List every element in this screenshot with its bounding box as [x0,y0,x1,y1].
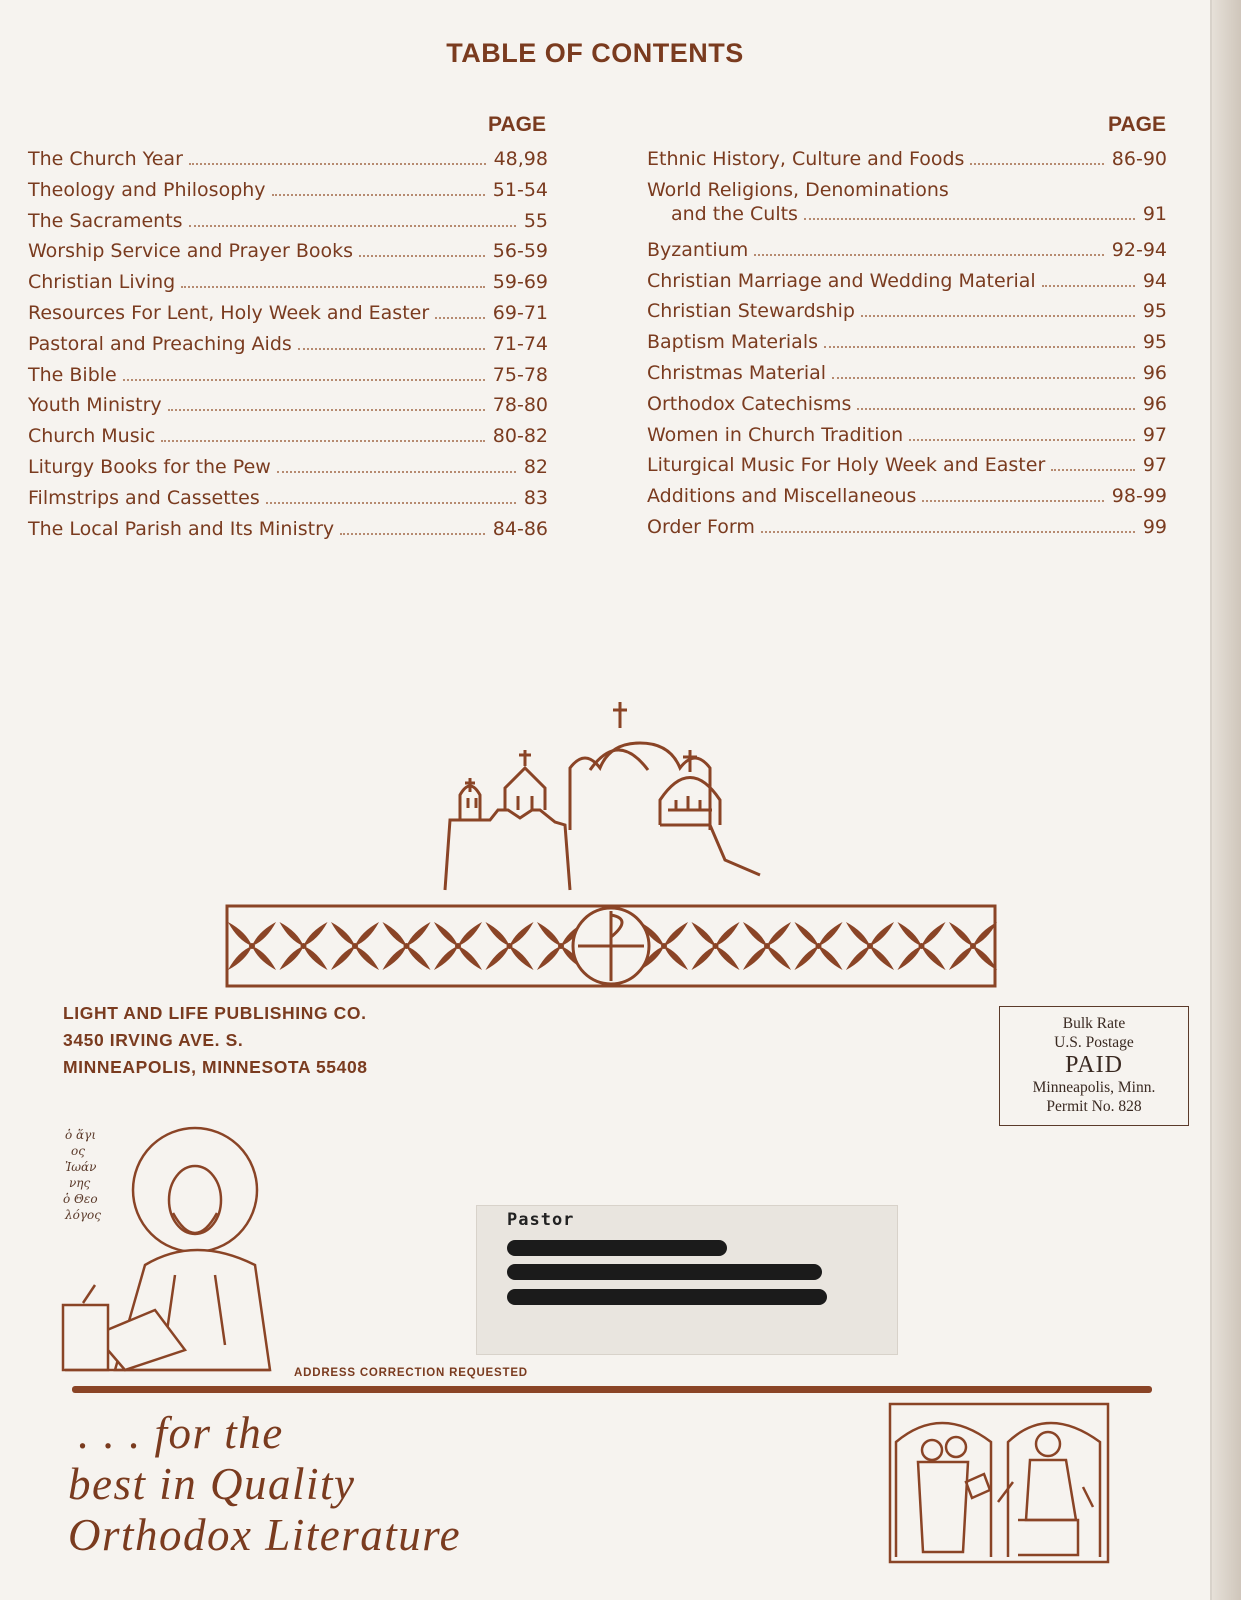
ornament-petal [250,920,278,948]
toc-title: TABLE OF CONTENTS [446,38,744,68]
toc-entry-label: Christian Marriage and Wedding Material [647,269,1036,292]
ornament-center [455,943,461,949]
inscription-line: ὁ Θεο [63,1192,98,1206]
page-column-header-right: PAGE [1108,113,1166,136]
toc-entry-page: 99 [1142,515,1167,538]
toc-entry [28,271,548,302]
ornament-petal [535,920,563,948]
ornament-petal [301,944,329,972]
slogan-line2: best in Quality [68,1459,356,1509]
toc-entry-label: Orthodox Catechisms [647,392,852,415]
ornament-petal [792,944,820,972]
slogan-line3: Orthodox Literature [68,1510,462,1560]
ornament-petal [456,920,484,948]
ornament-petal [329,920,357,948]
toc-entry-page: 75-78 [492,363,548,386]
toc-entry-page: 86-90 [1111,148,1167,170]
ornament-center [558,943,564,949]
ornament-petal [662,944,690,972]
toc-entry-label: Filmstrips and Cassettes [28,486,260,509]
toc-left-column [28,148,548,548]
ornament-center [764,943,770,949]
ornament-petal [792,920,820,948]
toc-entry [647,179,1167,239]
ornament-petal [947,944,975,972]
toc-entry [647,393,1167,424]
ornament-petal [765,944,793,972]
ornament-petal [353,920,381,948]
leader-dots [168,409,485,411]
postage-line5: Permit No. 828 [1046,1098,1142,1115]
toc-entry [28,425,548,456]
leader-dots [970,163,1103,165]
ornament-center [713,943,719,949]
page-column-header-left: PAGE [488,113,546,136]
address-correction-notice: ADDRESS CORRECTION REQUESTED [294,1367,528,1379]
ornament-petal [662,920,690,948]
slogan-line1: . . . for the [78,1408,284,1458]
divider-rule [72,1386,1152,1393]
ornament-petal [432,920,460,948]
ornament-petal [689,944,717,972]
toc-entry [28,518,548,549]
ornament-petal [816,944,844,972]
publisher-address [63,1000,368,1081]
leader-dots [340,533,485,535]
inscription-line: Ἰωάν [65,1160,97,1174]
inscription-line: νης [69,1176,91,1190]
publisher-street: 3450 IRVING AVE. S. [63,1030,244,1050]
leader-dots [189,163,486,165]
leader-dots [298,348,485,350]
toc-entry [647,270,1167,301]
toc-entry [28,487,548,518]
toc-entry-page: 98-99 [1111,485,1167,508]
leader-dots [123,379,485,381]
leader-dots [181,286,485,288]
ornament-center [249,943,255,949]
toc-entry [647,424,1167,455]
toc-entry [28,456,548,487]
redaction-bar [507,1264,822,1280]
inscription-line: λόγος [65,1208,101,1222]
leader-dots [909,439,1135,441]
leader-dots [861,315,1135,317]
toc-entry-page: 92-94 [1111,238,1167,261]
leader-dots [266,502,516,504]
ornament-petal [277,944,305,972]
toc-entry-page: 51-54 [492,178,548,201]
toc-entry [28,148,548,179]
saint-john-icon [55,1125,285,1375]
ornament-petal [844,944,872,972]
ornament-petal [868,920,896,948]
toc-entry-page: 59-69 [492,271,548,294]
toc-entry-label: Theology and Philosophy [28,178,266,201]
slogan [68,1408,461,1561]
toc-entry-label: The Bible [28,363,117,386]
ornament-center [816,943,822,949]
toc-entry-label: Youth Ministry [28,394,162,417]
ornament-petal [329,944,357,972]
toc-entry-page: 80-82 [492,425,548,448]
ornament-petal [535,944,563,972]
toc-entry-page: 69-71 [492,301,548,324]
postage-line1: Bulk Rate [1062,1015,1126,1032]
postage-line2: U.S. Postage [1054,1034,1134,1051]
publisher-city: MINNEAPOLIS, MINNESOTA 55408 [63,1057,368,1077]
byzantine-ornament-icon [226,905,996,987]
ornament-petal [404,944,432,972]
toc-entry-page: 95 [1142,331,1167,354]
ornament-petal [689,920,717,948]
ornament-center [867,943,873,949]
toc-entry-page: 78-80 [492,394,548,417]
ornament-petal [895,920,923,948]
toc-right-column [647,148,1167,547]
toc-entry-label: Christmas Material [647,361,827,384]
redaction-bar [507,1240,727,1256]
toc-entry-label: Resources For Lent, Holy Week and Easter [28,301,430,324]
ornament-center [661,943,667,949]
toc-entry-page: 48,98 [493,148,548,170]
toc-entry [28,302,548,333]
toc-entry [647,362,1167,393]
ornament-petal [741,944,769,972]
ornament-center [301,943,307,949]
ornament-petal [483,944,511,972]
toc-entry-label: Ethnic History, Culture and Foods [647,148,965,170]
leader-dots [857,408,1134,410]
leader-dots [277,471,516,473]
postage-indicia [999,1006,1189,1126]
toc-entry-label: Christian Stewardship [647,300,855,323]
ornament-petal [250,944,278,972]
leader-dots [804,218,1135,220]
toc-entry [28,394,548,425]
leader-dots [754,254,1104,256]
toc-entry [28,364,548,395]
toc-entry-label: Pastoral and Preaching Aids [28,332,292,355]
ornament-center [919,943,925,949]
ornament-petal [919,944,947,972]
ornament-petal [507,920,535,948]
ornament-petal [483,920,511,948]
ornament-petal [919,920,947,948]
leader-dots [435,317,485,319]
leader-dots [824,346,1135,348]
toc-entry-label-cont: and the Cults [671,202,798,225]
leader-dots [832,377,1135,379]
toc-entry-label: World Religions, Denominations [647,178,949,201]
toc-entry-page: 95 [1142,300,1167,323]
toc-entry-page: 96 [1142,361,1167,384]
toc-entry-page: 94 [1142,269,1167,292]
toc-entry [28,179,548,210]
ornament-petal [380,920,408,948]
toc-entry-page: 97 [1142,423,1167,446]
ornament-petal [456,944,484,972]
addressee: Pastor [507,1210,575,1230]
toc-entry-page: 71-74 [492,332,548,355]
toc-entry [647,331,1167,362]
ornament-petal [404,920,432,948]
leader-dots [161,440,484,442]
ornament-petal [226,944,254,972]
toc-entry [28,333,548,364]
toc-entry [28,210,548,241]
ornament-center [404,943,410,949]
ornament-petal [713,920,741,948]
ornament-petal [868,944,896,972]
toc-entry-page: 84-86 [492,517,548,540]
ornament-petal [507,944,535,972]
ornament-petal [301,920,329,948]
publisher-name: LIGHT AND LIFE PUBLISHING CO. [63,1003,367,1023]
toc-entry-label: Order Form [647,515,755,538]
leader-dots [1042,285,1135,287]
page-edge [1212,0,1241,1600]
chi-rho-icon [573,908,649,984]
leader-dots [189,225,516,227]
toc-entry-page: 82 [523,455,548,478]
toc-entry-label: Church Music [28,425,156,448]
toc-entry-page: 96 [1142,392,1167,415]
ornament-petal [816,920,844,948]
toc-entry-label: Baptism Materials [647,331,818,354]
ornament-center [507,943,513,949]
inscription-line: ὁ ἅγι [65,1128,97,1142]
toc-entry-label: Byzantium [647,238,749,261]
toc-entry-label: Women in Church Tradition [647,423,904,446]
toc-entry-label: The Sacraments [28,209,183,232]
toc-entry-label: Worship Service and Prayer Books [28,240,354,263]
ornament-center [352,943,358,949]
ornament-petal [741,920,769,948]
church-domes-icon [440,700,780,900]
leader-dots [761,531,1135,533]
toc-entry [647,148,1167,179]
toc-entry-page: 83 [523,486,548,509]
toc-entry-label: The Church Year [28,148,183,170]
toc-entry-page: 91 [1142,202,1167,225]
leader-dots [922,500,1103,502]
toc-entry-label: Liturgical Music For Holy Week and Easter [647,454,1046,477]
ornament-petal [844,920,872,948]
postage-line4: Minneapolis, Minn. [1032,1079,1156,1096]
mailing-label [476,1205,898,1355]
saints-panel-icon [888,1402,1110,1564]
ornament-petal [353,944,381,972]
leader-dots [359,255,485,257]
ornament-petal [765,920,793,948]
leader-dots [1051,469,1135,471]
toc-entry-label: Christian Living [28,271,176,294]
toc-entry-page: 56-59 [492,240,548,263]
toc-entry-label: Liturgy Books for the Pew [28,455,271,478]
toc-entry [647,516,1167,547]
ornament-petal [947,920,975,948]
inscription-line: ος [71,1144,85,1158]
toc-entry [647,485,1167,516]
ornament-center [970,943,976,949]
toc-entry-page: 55 [523,209,548,232]
toc-entry [647,454,1167,485]
ornament-petal [895,944,923,972]
toc-entry-page: 97 [1142,454,1167,477]
toc-entry-label: Additions and Miscellaneous [647,485,917,508]
ornament-petal [226,920,254,948]
toc-entry [647,300,1167,331]
leader-dots [272,194,485,196]
toc-entry [28,240,548,271]
ornament-petal [432,944,460,972]
ornament-petal [277,920,305,948]
ornament-petal [380,944,408,972]
postage-paid: PAID [1065,1052,1123,1078]
toc-entry [647,239,1167,270]
redaction-bar [507,1289,827,1305]
toc-entry-label: The Local Parish and Its Ministry [28,517,335,540]
ornament-petal [713,944,741,972]
